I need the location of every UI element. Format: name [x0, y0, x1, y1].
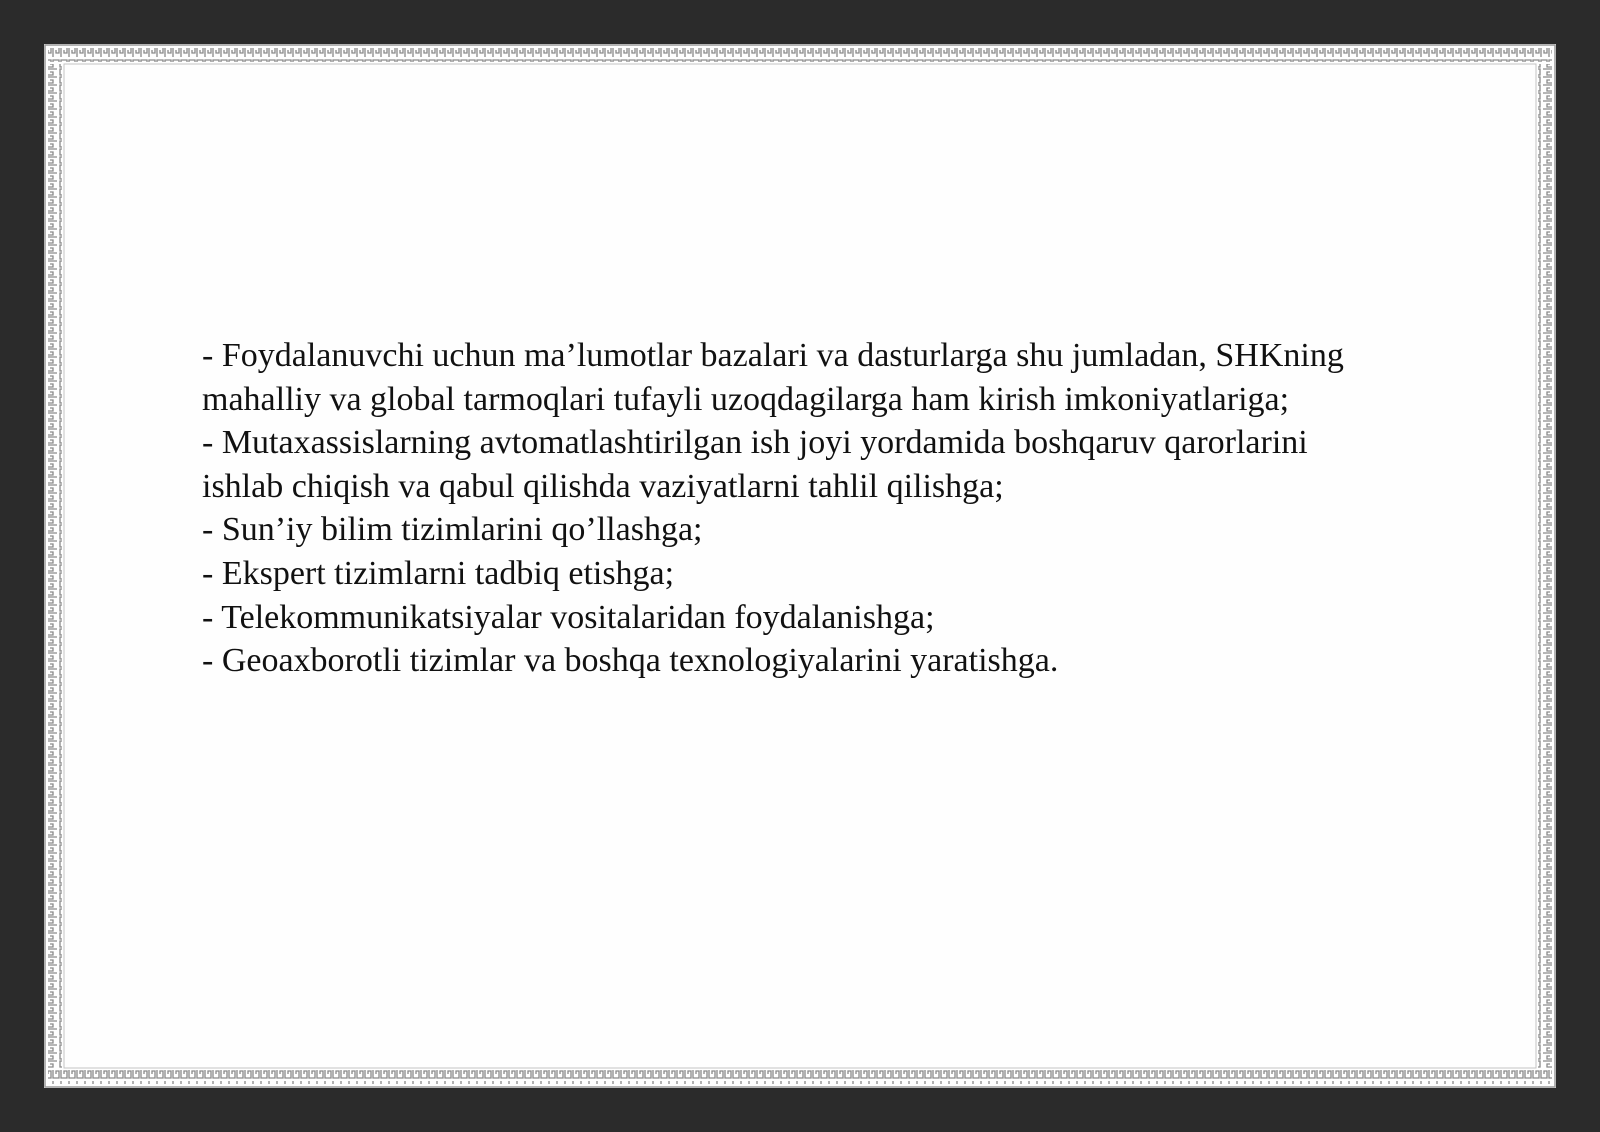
text-line-5: - Sun’iy bilim tizimlarini qo’llashga; [202, 511, 703, 549]
body-text [202, 334, 1462, 683]
slide-page [44, 44, 1556, 1088]
text-line-3: - Mutaxassislarning avtomatlashtirilgan ish joyi yordamida boshqaruv qarorlarini [202, 424, 1308, 462]
text-line-4: ishlab chiqish va qabul qilishda vaziyatlarni tahlil qilishga; [202, 467, 1004, 505]
text-line-7: - Telekommunikatsiyalar vositalaridan foydalanishga; [202, 598, 935, 636]
text-line-2: mahalliy va global tarmoqlari tufayli uzoqdagilarga ham kirish imkoniyatlariga; [202, 380, 1290, 418]
text-line-1: - Foydalanuvchi uchun ma’lumotlar bazalari va dasturlarga shu jumladan, SHKning [202, 337, 1344, 374]
text-line-8: - Geoaxborotli tizimlar va boshqa texnologiyalarini yaratishga. [202, 642, 1059, 680]
text-line-6: - Ekspert tizimlarni tadbiq etishga; [202, 554, 675, 592]
